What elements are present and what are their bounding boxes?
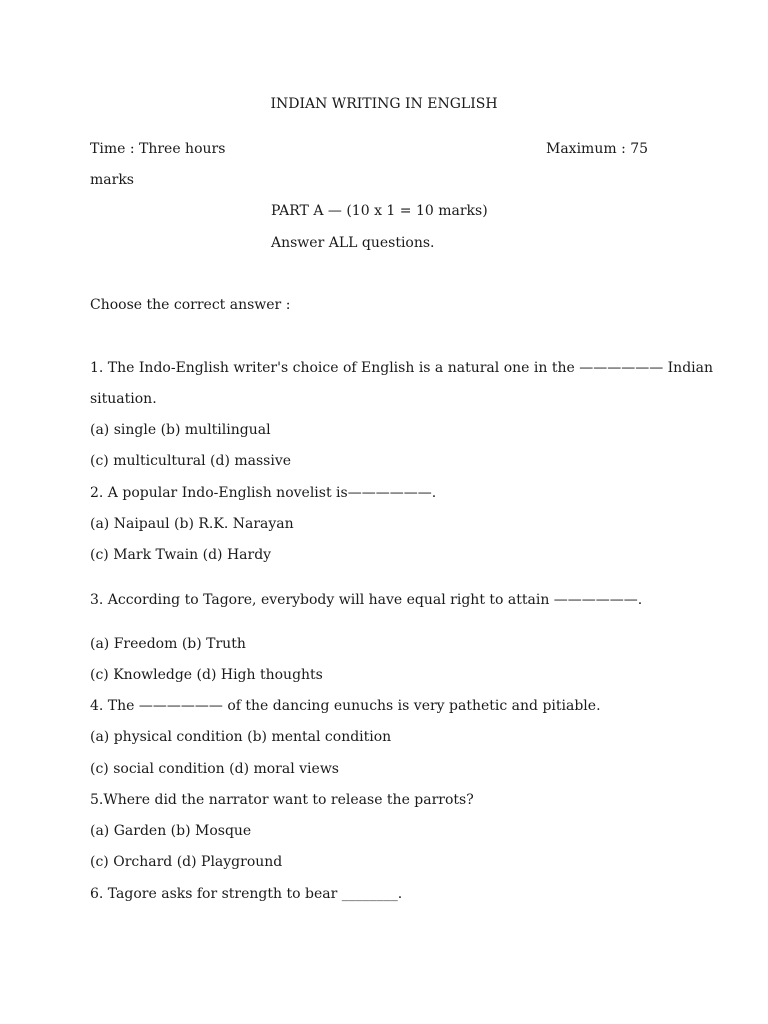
question-5-options-ab: (a) Garden (b) Mosque	[90, 823, 252, 839]
document-title: INDIAN WRITING IN ENGLISH	[270, 96, 498, 112]
question-5: 5.Where did the narrator want to release the parrots?	[90, 792, 474, 808]
part-a-heading: PART A — (10 x 1 = 10 marks)	[271, 203, 488, 219]
question-6: 6. Tagore asks for strength to bear ________.	[90, 886, 403, 902]
maximum-label: Maximum : 75	[546, 141, 649, 157]
time-label: Time : Three hours	[90, 141, 226, 157]
question-1: 1. The Indo-English writer's choice of English is a natural one in the —————— Indian	[90, 360, 713, 376]
answer-all-instruction: Answer ALL questions.	[271, 235, 435, 251]
question-2: 2. A popular Indo-English novelist is——————.	[90, 485, 437, 501]
question-2-options-cd: (c) Mark Twain (d) Hardy	[90, 547, 272, 563]
choose-instruction: Choose the correct answer :	[90, 297, 291, 313]
question-1-cont: situation.	[90, 391, 157, 407]
question-2-options-ab: (a) Naipaul (b) R.K. Narayan	[90, 516, 294, 532]
question-4-options-cd: (c) social condition (d) moral views	[90, 761, 339, 777]
question-4: 4. The —————— of the dancing eunuchs is very pathetic and pitiable.	[90, 698, 601, 714]
marks-label: marks	[90, 172, 134, 188]
question-1-options-ab: (a) single (b) multilingual	[90, 422, 271, 438]
question-4-options-ab: (a) physical condition (b) mental condition	[90, 729, 392, 745]
question-3-options-ab: (a) Freedom (b) Truth	[90, 636, 246, 652]
question-3: 3. According to Tagore, everybody will have equal right to attain ——————.	[90, 592, 643, 608]
question-5-options-cd: (c) Orchard (d) Playground	[90, 854, 283, 870]
question-3-options-cd: (c) Knowledge (d) High thoughts	[90, 667, 323, 683]
question-1-options-cd: (c) multicultural (d) massive	[90, 453, 292, 469]
